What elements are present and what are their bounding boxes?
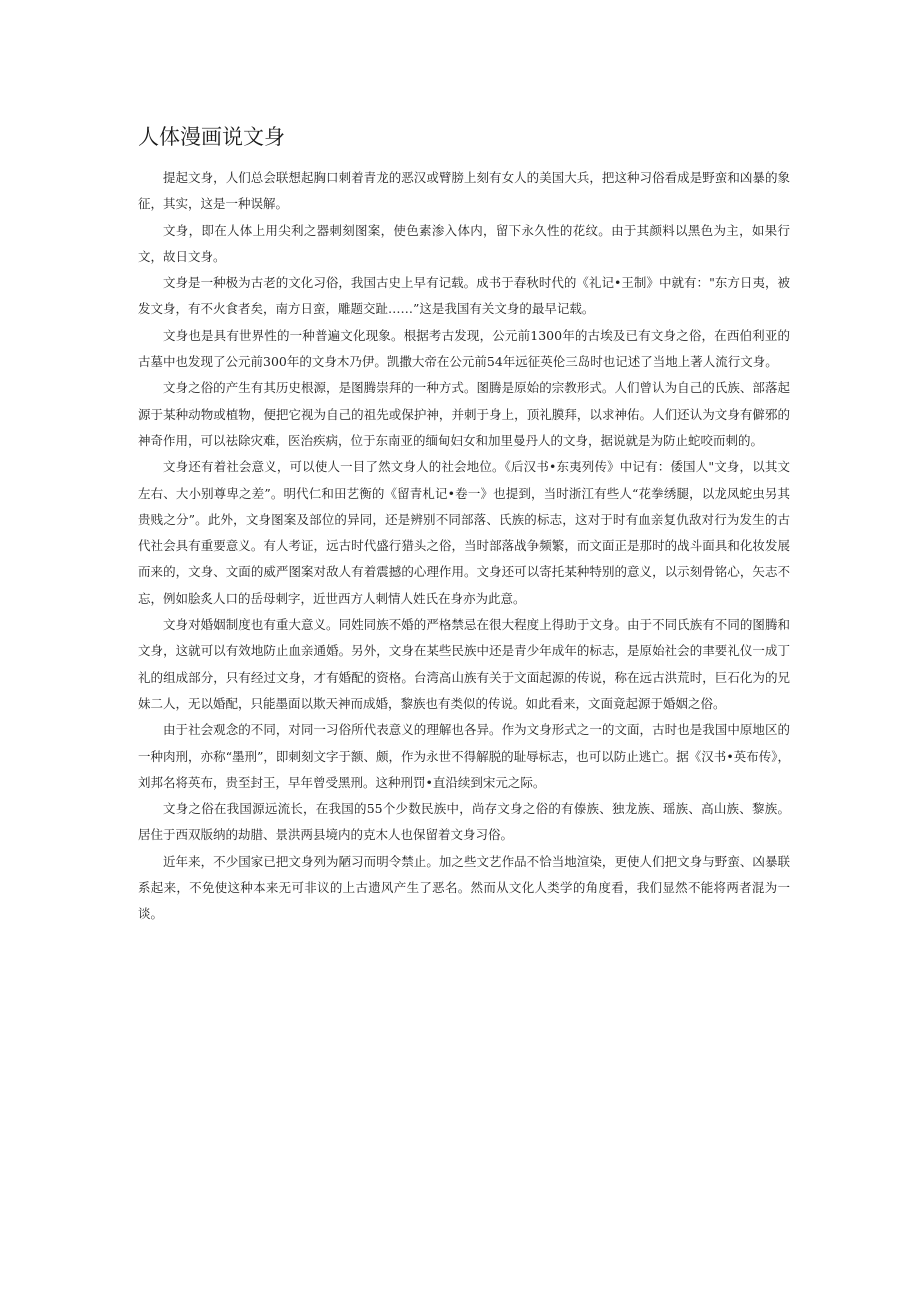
paragraph-punishment: 由于社会观念的不同，对同一习俗所代表意义的理解也各异。作为文身形式之一的文面，古时也是我国中原地区的一种肉刑，亦称“墨刑”，即刺刻文字于额、颇，作为永世不得解脱的耻辱标志，也可以防止逃亡。据《汉书•英布传》，刘邦名将英布，贵至封王，早年曾受黑刑。这种刑罚•直沿续到宋元之际。 [138, 722, 790, 790]
paragraph-marriage: 文身对婚姻制度也有重大意义。同姓同族不婚的严格禁忌在很大程度上得助于文身。由于不同氏族有不同的图腾和文身，这就可以有效地防止血亲通婚。另外，文身在某些民族中还是青少年成年的标志，是原始社会的聿要礼仪一成丁礼的组成部分，只有经过文身，才有婚配的资格。台湾高山族有关于文面起源的传说，称在远古洪荒时，巨石化为的兄妹二人，无以婚配，只能墨面以欺天神而成婚，黎族也有类似的传说。如此看来，文面竟起源于婚姻之俗。 [138, 617, 790, 711]
paragraph-totem-origin: 文身之俗的产生有其历史根源，是图腾崇拜的一种方式。图腾是原始的宗教形式。人们曾认为自己的氏族、部落起源于某种动物或植物，便把它视为自己的祖先或保护神，并刺于身上，顶礼膜拜，以求神佑。人们还认为文身有僻邪的神奇作用，可以祛除灾难，医治疾病，位于东南亚的缅甸妇女和加里曼丹人的文身，据说就是为防止蛇咬而刺的。 [138, 380, 790, 448]
paragraph-worldwide: 文身也是具有世界性的一种普遍文化现象。根据考古发现，公元前1300年的古埃及已有文身之俗，在西伯利亚的古墓中也发现了公元前300年的文身木乃伊。凯撒大帝在公元前54年远征英伦三岛时也记述了当地上著人流行文身。 [138, 327, 790, 370]
paragraph-definition: 文身，即在人体上用尖利之器刺刻图案，使色素渗入体内，留下永久性的花纹。由于其颜料以黑色为主，如果行文，故日文身。 [138, 222, 790, 264]
paragraph-intro: 提起文身，人们总会联想起胸口刺着青龙的恶汉或臂膀上刻有女人的美国大兵，把这种习俗看成是野蛮和凶暴的象征，其实，这是一种误解。 [138, 170, 790, 212]
paragraph-social-meaning: 文身还有着社会意义，可以使人一目了然文身人的社会地位。《后汉书•东夷列传》中记有：倭国人"文身，以其文左右、大小别尊卑之差”。明代仁和田艺衡的《留青札记•卷一》也提到，当时浙江有些人“花拳绣腿，以龙凤蛇虫另其贵贱之分”。此外，文身图案及部位的异同，还是辨别不同部落、氏族的标志，这对于时有血亲复仇敌对行为发生的古代社会具有重要意义。有人考证，远古时代盛行猎头之俗，当时部落战争频繁，而文面正是那时的战斗面具和化妆发展而来的，文身、文面的威严图案对敌人有着震撼的心理作用。文身还可以寄托某种特别的意义，以示刻骨铭心，矢志不忘，例如脍炙人口的岳母刺字，近世西方人刺情人姓氏在身亦为此意。 [138, 459, 790, 606]
paragraph-ancient-records: 文身是一种极为古老的文化习俗，我国古史上早有记载。成书于春秋时代的《礼记•王制》中就有："东方日夷，被发文身，有不火食者矣，南方日蛮，雕题交趾……”这是我国有关文身的最早记载。 [138, 275, 790, 317]
paragraph-conclusion: 近年来，不少国家已把文身列为陋习而明令禁止。加之些文艺作品不恰当地渲染，更使人们把文身与野蛮、凶暴联系起来，不免使这种本来无可非议的上古遗风产生了恶名。然而从文化人类学的角度看，我们显然不能将两者混为一谈。 [138, 853, 790, 922]
paragraph-ethnic-groups: 文身之俗在我国源远流长，在我国的55个少数民族中，尚存文身之俗的有傣族、独龙族、瑶族、高山族、黎族。居住于西双版纳的劫腊、景洪两县境内的克木人也保留着文身习俗。 [138, 801, 790, 843]
document-title: 人体漫画说文身 [138, 125, 285, 149]
document-body [138, 165, 790, 928]
